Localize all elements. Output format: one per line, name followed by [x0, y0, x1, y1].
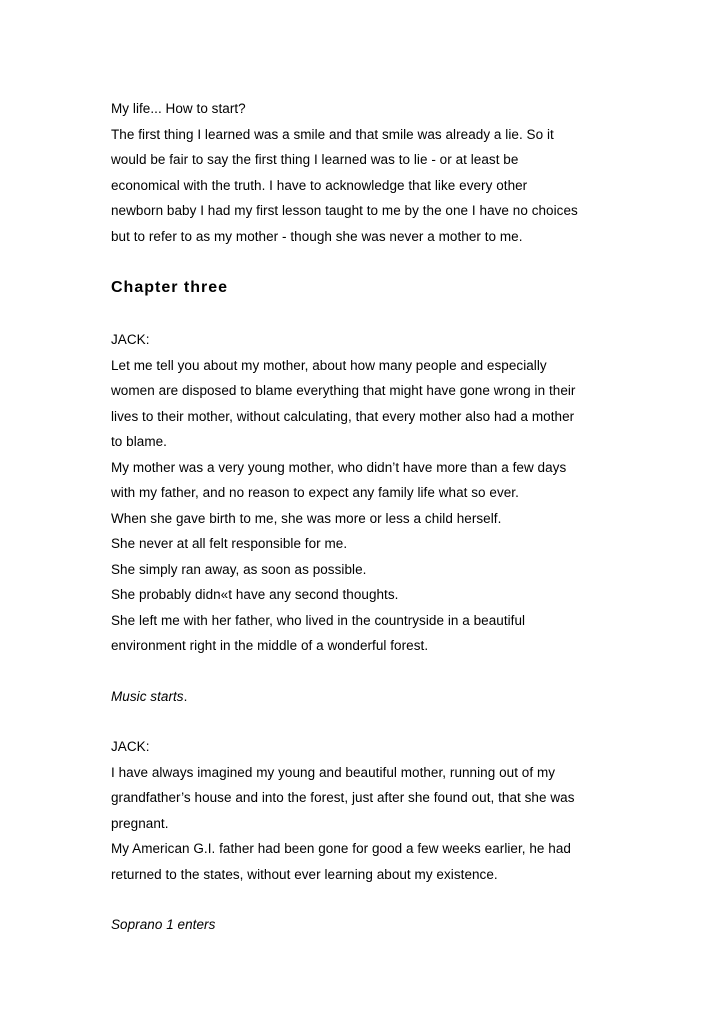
monologue-line: environment right in the middle of a wonderful forest.: [111, 638, 429, 653]
monologue-line: women are disposed to blame everything that might have gone wrong in their: [111, 383, 576, 398]
speaker-label: JACK:: [111, 739, 150, 754]
monologue-line: Let me tell you about my mother, about how many people and especially: [111, 357, 547, 373]
intro-paragraph: [111, 96, 631, 249]
intro-line: newborn baby I had my first lesson taught to me by the one I have no choices: [111, 203, 578, 218]
intro-line: would be fair to say the first thing I learned was to lie - or at least be: [111, 152, 519, 167]
monologue-line: My American G.I. father had been gone for good a few weeks earlier, he had: [111, 841, 571, 856]
stage-direction-soprano-enters: Soprano 1 enters: [111, 917, 216, 932]
monologue-line: She never at all felt responsible for me.: [111, 536, 348, 551]
monologue-line: returned to the states, without ever learning about my existence.: [111, 866, 498, 882]
jack-monologue-1: [111, 327, 631, 659]
monologue-line: When she gave birth to me, she was more or less a child herself.: [111, 510, 502, 526]
stage-direction-text: Music starts: [111, 688, 184, 704]
monologue-line: She left me with her father, who lived in the countryside in a beautiful: [111, 612, 526, 628]
monologue-line: lives to their mother, without calculating, that every mother also had a mother: [111, 408, 575, 424]
document-page: [111, 96, 631, 938]
jack-monologue-2: [111, 734, 631, 887]
intro-line: The first thing I learned was a smile and that smile was already a lie. So it: [111, 126, 554, 142]
monologue-line: I have always imagined my young and beautiful mother, running out of my: [111, 764, 556, 780]
intro-line: My life... How to start?: [111, 101, 246, 116]
monologue-line: She probably didn«t have any second thoughts.: [111, 587, 399, 602]
monologue-line: She simply ran away, as soon as possible.: [111, 561, 367, 577]
intro-line: economical with the truth. I have to acknowledge that like every other: [111, 177, 528, 193]
monologue-line: pregnant.: [111, 815, 169, 831]
stage-direction-period: .: [183, 688, 188, 704]
monologue-line: to blame.: [111, 434, 167, 449]
chapter-heading: Chapter three: [111, 279, 229, 296]
stage-direction-music-starts: [111, 684, 631, 710]
speaker-label: JACK:: [111, 332, 150, 347]
monologue-line: with my father, and no reason to expect any family life what so ever.: [111, 485, 519, 500]
intro-line: but to refer to as my mother - though she was never a mother to me.: [111, 228, 523, 244]
monologue-line: grandfather’s house and into the forest, just after she found out, that she was: [111, 790, 575, 805]
monologue-line: My mother was a very young mother, who didn’t have more than a few days: [111, 459, 567, 475]
